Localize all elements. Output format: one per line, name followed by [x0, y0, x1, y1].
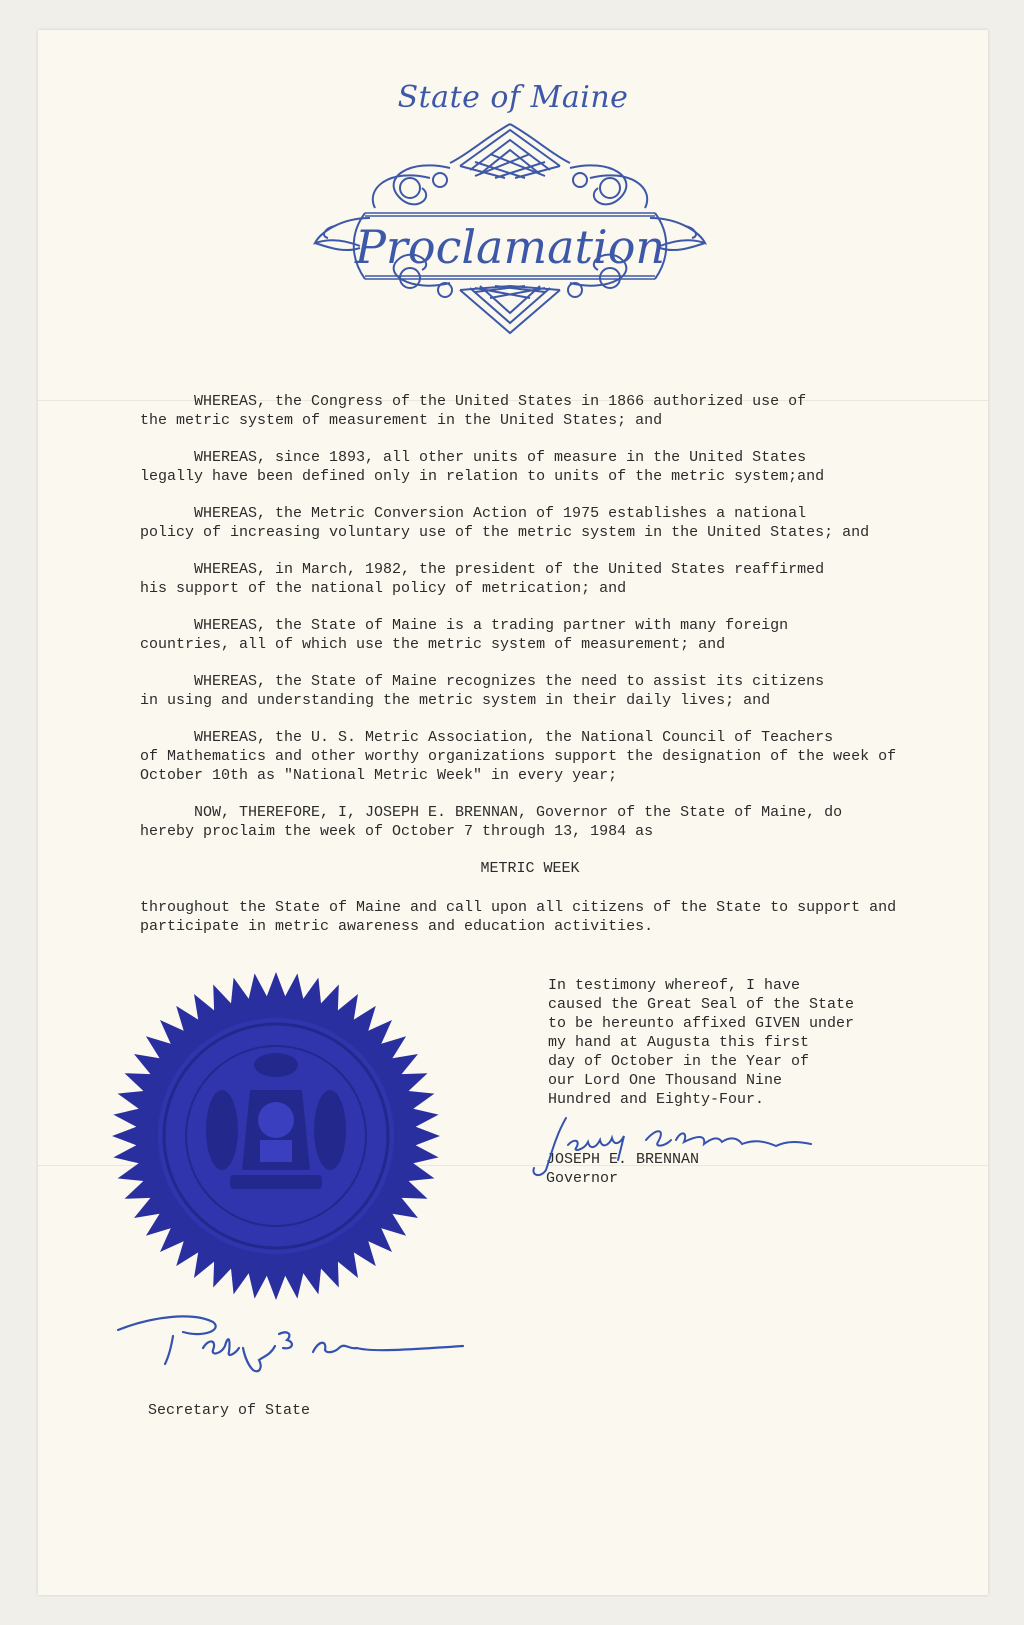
closing-paragraph: throughout the State of Maine and call upon all citizens of the State to support and participate in metric awareness and education activities.	[140, 899, 897, 935]
testimony-line: my hand at Augusta this first	[548, 1034, 810, 1051]
whereas-paragraph	[140, 560, 920, 598]
governor-name: JOSEPH E. BRENNAN	[546, 1151, 700, 1168]
paragraph-rest: of Mathematics and other worthy organizations support the designation of the week of October 10th as "National Metric Week" in every year;	[140, 748, 897, 784]
testimony-line: to be hereunto affixed GIVEN under	[548, 1015, 855, 1032]
whereas-paragraph	[140, 504, 920, 542]
paragraph-rest: the metric system of measurement in the United States; and	[140, 412, 663, 429]
paragraph-lead: WHEREAS, since 1893, all other units of measure in the United States	[194, 449, 807, 466]
paragraph-lead: WHEREAS, the U. S. Metric Association, the National Council of Teachers	[194, 729, 834, 746]
governor-signature	[526, 1110, 816, 1180]
whereas-paragraph	[140, 728, 920, 785]
paragraph-lead: WHEREAS, in March, 1982, the president of the United States reaffirmed	[194, 561, 825, 578]
paragraph-rest: his support of the national policy of metrication; and	[140, 580, 627, 597]
testimony-block	[548, 976, 878, 1109]
testimony-line: our Lord One Thousand Nine	[548, 1072, 783, 1089]
paragraph-lead: WHEREAS, the Metric Conversion Action of 1975 establishes a national	[194, 505, 807, 522]
whereas-paragraph	[140, 392, 920, 430]
paragraph-lead: WHEREAS, the State of Maine is a trading partner with many foreign	[194, 617, 789, 634]
proclamation-title: Proclamation	[354, 220, 666, 274]
testimony-line: Hundred and Eighty-Four.	[548, 1091, 765, 1108]
governor-title: Governor	[546, 1170, 619, 1187]
testimony-line: In testimony whereof, I have	[548, 977, 801, 994]
paragraph-rest: legally have been defined only in relation to units of the metric system;and	[140, 468, 825, 485]
proclamation-body	[140, 392, 920, 954]
paragraph-lead: WHEREAS, the State of Maine recognizes the need to assist its citizens	[194, 673, 825, 690]
great-seal	[110, 970, 442, 1302]
secretary-label: Secretary of State	[148, 1402, 311, 1419]
whereas-paragraph	[140, 672, 920, 710]
metric-week-heading: METRIC WEEK	[480, 860, 580, 877]
now-therefore-paragraph	[140, 803, 920, 841]
whereas-paragraph	[140, 448, 920, 486]
paragraph-rest: hereby proclaim the week of October 7 through 13, 1984 as	[140, 823, 654, 840]
paragraph-lead: NOW, THEREFORE, I, JOSEPH E. BRENNAN, Governor of the State of Maine, do	[194, 804, 843, 821]
testimony-line: caused the Great Seal of the State	[548, 996, 855, 1013]
paragraph-lead: WHEREAS, the Congress of the United States in 1866 authorized use of	[194, 393, 807, 410]
secretary-signature	[113, 1308, 473, 1398]
proclamation-emblem	[310, 118, 710, 343]
paragraph-rest: policy of increasing voluntary use of the metric system in the United States; and	[140, 524, 870, 541]
paragraph-rest: countries, all of which use the metric system of measurement; and	[140, 636, 726, 653]
proclamation-document	[38, 30, 988, 1595]
state-heading: State of Maine	[397, 80, 629, 115]
whereas-paragraph	[140, 616, 920, 654]
paragraph-rest: in using and understanding the metric system in their daily lives; and	[140, 692, 771, 709]
testimony-line: day of October in the Year of	[548, 1053, 810, 1070]
